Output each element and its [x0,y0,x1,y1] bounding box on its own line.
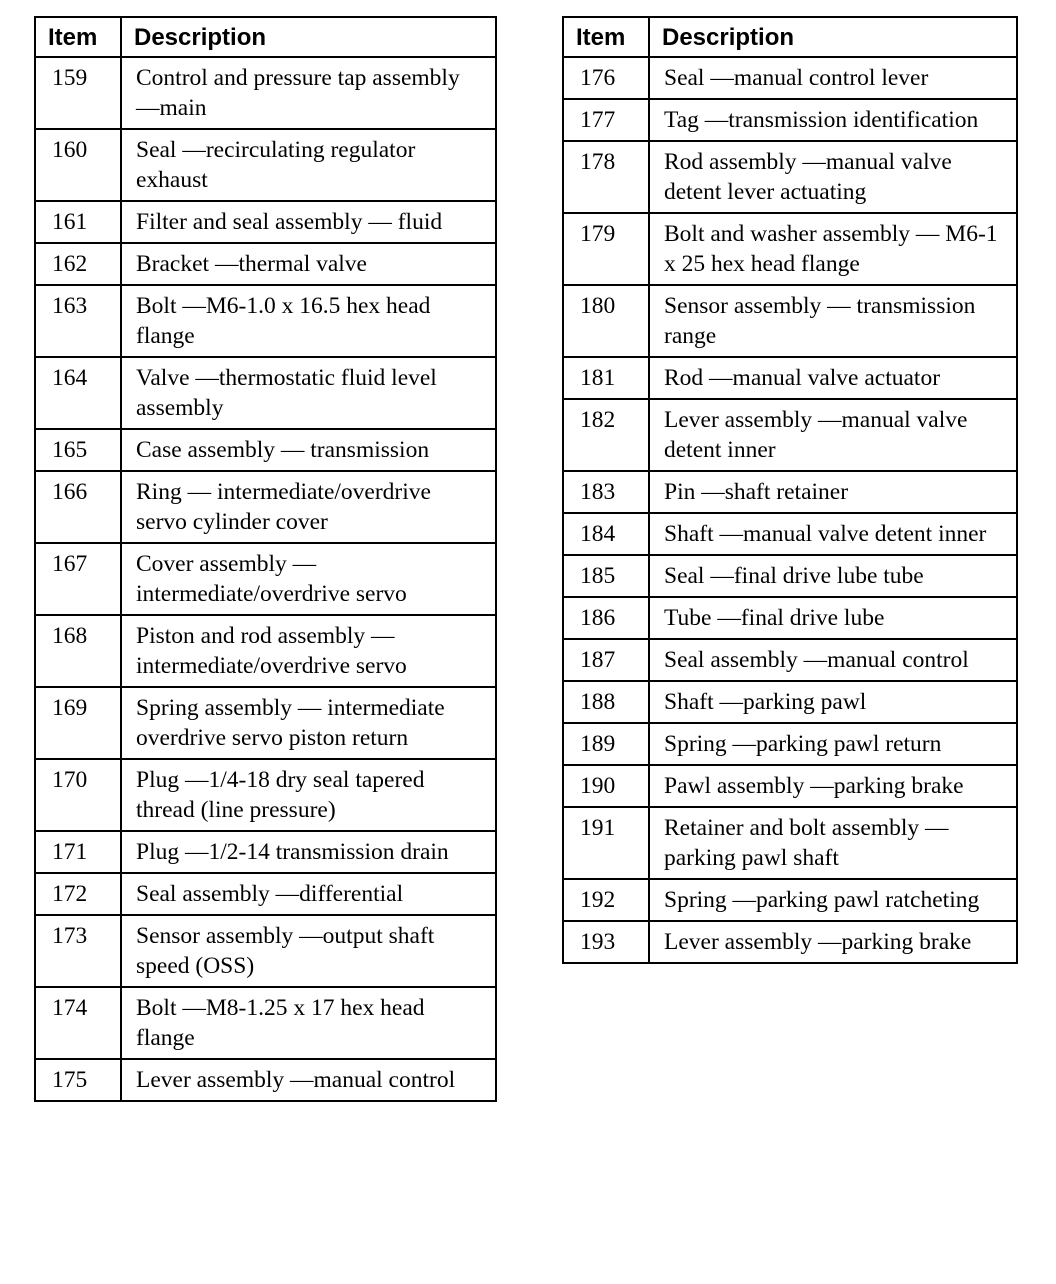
parts-table-left-body [35,57,496,1101]
item-description: Spring assembly — intermediate overdrive servo piston return [121,687,496,759]
table-row [563,879,1017,921]
item-description: Seal —recirculating regulator exhaust [121,129,496,201]
item-number: 184 [563,513,649,555]
item-number: 162 [35,243,121,285]
item-number: 190 [563,765,649,807]
parts-table-right [562,16,1018,964]
table-row [35,285,496,357]
item-description: Retainer and bolt assembly — parking pawl shaft [649,807,1017,879]
item-description: Seal —final drive lube tube [649,555,1017,597]
item-number: 188 [563,681,649,723]
table-row [35,759,496,831]
item-description: Shaft —parking pawl [649,681,1017,723]
parts-table-left [34,16,497,1102]
item-description: Bracket —thermal valve [121,243,496,285]
table-row [35,471,496,543]
item-number: 172 [35,873,121,915]
item-description: Seal —manual control lever [649,57,1017,99]
table-row [563,213,1017,285]
item-number: 163 [35,285,121,357]
table-header-row [35,17,496,57]
table-row [563,723,1017,765]
table-row [35,201,496,243]
header-item: Item [35,17,121,57]
table-row [563,681,1017,723]
table-row [563,765,1017,807]
item-number: 177 [563,99,649,141]
item-description: Valve —thermostatic fluid level assembly [121,357,496,429]
item-number: 168 [35,615,121,687]
item-number: 166 [35,471,121,543]
item-description: Spring —parking pawl ratcheting [649,879,1017,921]
table-row [563,357,1017,399]
item-number: 175 [35,1059,121,1101]
item-number: 165 [35,429,121,471]
item-number: 176 [563,57,649,99]
table-row [35,615,496,687]
item-description: Bolt —M6-1.0 x 16.5 hex head flange [121,285,496,357]
table-header-row [563,17,1017,57]
item-number: 187 [563,639,649,681]
item-description: Seal assembly —manual control [649,639,1017,681]
table-row [563,399,1017,471]
item-number: 186 [563,597,649,639]
item-number: 193 [563,921,649,963]
item-number: 192 [563,879,649,921]
table-row [35,987,496,1059]
table-row [35,915,496,987]
header-description: Description [121,17,496,57]
header-description: Description [649,17,1017,57]
item-description: Plug —1/4-18 dry seal tapered thread (line pressure) [121,759,496,831]
table-row [563,141,1017,213]
item-description: Pin —shaft retainer [649,471,1017,513]
item-description: Case assembly — transmission [121,429,496,471]
item-number: 169 [35,687,121,759]
item-description: Bolt and washer assembly — M6-1 x 25 hex head flange [649,213,1017,285]
table-row [563,471,1017,513]
table-row [563,639,1017,681]
item-number: 183 [563,471,649,513]
item-description: Sensor assembly — transmission range [649,285,1017,357]
item-number: 159 [35,57,121,129]
item-description: Lever assembly —manual valve detent inner [649,399,1017,471]
item-description: Tag —transmission identification [649,99,1017,141]
table-row [563,57,1017,99]
item-number: 178 [563,141,649,213]
item-description: Pawl assembly —parking brake [649,765,1017,807]
item-description: Control and pressure tap assembly —main [121,57,496,129]
table-row [35,429,496,471]
table-row [35,687,496,759]
item-number: 161 [35,201,121,243]
table-row [563,285,1017,357]
item-number: 167 [35,543,121,615]
item-number: 191 [563,807,649,879]
item-description: Bolt —M8-1.25 x 17 hex head flange [121,987,496,1059]
item-number: 179 [563,213,649,285]
item-number: 173 [35,915,121,987]
item-description: Lever assembly —manual control [121,1059,496,1101]
item-description: Seal assembly —differential [121,873,496,915]
table-row [35,831,496,873]
item-description: Shaft —manual valve detent inner [649,513,1017,555]
item-number: 174 [35,987,121,1059]
item-number: 185 [563,555,649,597]
parts-table-right-body [563,57,1017,963]
item-description: Cover assembly — intermediate/overdrive servo [121,543,496,615]
item-description: Rod —manual valve actuator [649,357,1017,399]
table-row [35,57,496,129]
item-number: 170 [35,759,121,831]
item-description: Ring — intermediate/overdrive servo cylinder cover [121,471,496,543]
table-row [35,243,496,285]
header-item: Item [563,17,649,57]
table-row [563,807,1017,879]
item-description: Sensor assembly —output shaft speed (OSS) [121,915,496,987]
table-row [35,129,496,201]
item-description: Piston and rod assembly — intermediate/overdrive servo [121,615,496,687]
item-description: Spring —parking pawl return [649,723,1017,765]
item-number: 160 [35,129,121,201]
table-row [563,513,1017,555]
item-number: 180 [563,285,649,357]
item-description: Lever assembly —parking brake [649,921,1017,963]
item-number: 171 [35,831,121,873]
table-row [35,1059,496,1101]
item-description: Tube —final drive lube [649,597,1017,639]
table-row [35,543,496,615]
item-number: 181 [563,357,649,399]
table-row [563,921,1017,963]
table-row [563,597,1017,639]
item-number: 164 [35,357,121,429]
item-description: Plug —1/2-14 transmission drain [121,831,496,873]
table-row [35,873,496,915]
item-number: 182 [563,399,649,471]
item-description: Filter and seal assembly — fluid [121,201,496,243]
item-description: Rod assembly —manual valve detent lever actuating [649,141,1017,213]
table-row [563,99,1017,141]
table-row [563,555,1017,597]
table-row [35,357,496,429]
item-number: 189 [563,723,649,765]
